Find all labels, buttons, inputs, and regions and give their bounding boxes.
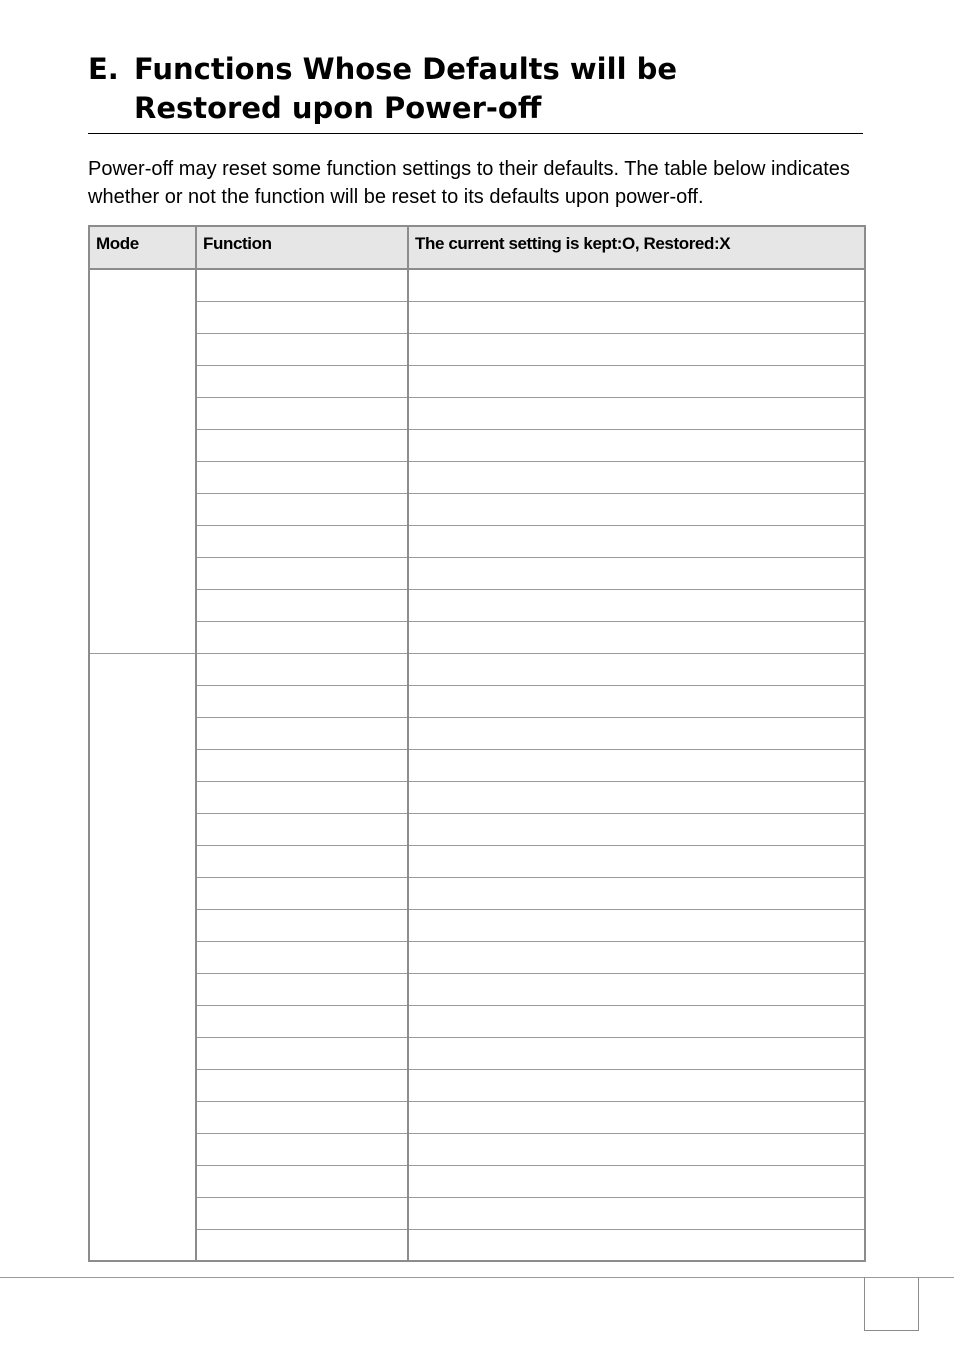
function-cell <box>196 333 408 365</box>
table-row <box>89 493 865 525</box>
function-cell <box>196 877 408 909</box>
intro-paragraph: Power-off may reset some function settings to their defaults. The table below indicates whether or not the function will be reset to its defaults upon power-off. <box>88 158 850 208</box>
table-row <box>89 1005 865 1037</box>
setting-cell <box>408 813 865 845</box>
setting-cell <box>408 365 865 397</box>
function-cell <box>196 973 408 1005</box>
table-row <box>89 1197 865 1229</box>
setting-cell <box>408 557 865 589</box>
table-row <box>89 397 865 429</box>
table-row <box>89 653 865 685</box>
setting-cell <box>408 909 865 941</box>
table-row <box>89 909 865 941</box>
function-cell <box>196 781 408 813</box>
setting-cell <box>408 1037 865 1069</box>
function-cell <box>196 397 408 429</box>
table-row <box>89 1069 865 1101</box>
setting-cell <box>408 621 865 653</box>
setting-cell <box>408 1069 865 1101</box>
table-row <box>89 269 865 301</box>
table-row <box>89 461 865 493</box>
function-cell <box>196 1005 408 1037</box>
table-row <box>89 301 865 333</box>
setting-cell <box>408 941 865 973</box>
function-cell <box>196 1133 408 1165</box>
setting-cell <box>408 301 865 333</box>
header-setting: The current setting is kept:O, Restored:X <box>408 226 865 269</box>
setting-cell <box>408 525 865 557</box>
setting-cell <box>408 685 865 717</box>
setting-cell <box>408 493 865 525</box>
table-body <box>89 269 865 1261</box>
mode-cell <box>89 269 196 653</box>
function-cell <box>196 301 408 333</box>
setting-cell <box>408 589 865 621</box>
setting-cell <box>408 653 865 685</box>
table-row <box>89 973 865 1005</box>
function-cell <box>196 557 408 589</box>
function-cell <box>196 525 408 557</box>
defaults-table <box>88 225 866 1262</box>
header-mode: Mode <box>89 226 196 269</box>
section-title-line1: Functions Whose Defaults will be <box>134 52 678 86</box>
setting-cell <box>408 1229 865 1261</box>
function-cell <box>196 813 408 845</box>
table-row <box>89 845 865 877</box>
function-cell <box>196 621 408 653</box>
header-function: Function <box>196 226 408 269</box>
setting-cell <box>408 1101 865 1133</box>
setting-cell <box>408 333 865 365</box>
setting-cell <box>408 1005 865 1037</box>
table-row <box>89 429 865 461</box>
function-cell <box>196 429 408 461</box>
function-cell <box>196 1101 408 1133</box>
function-cell <box>196 365 408 397</box>
function-cell <box>196 493 408 525</box>
table-row <box>89 1165 865 1197</box>
function-cell <box>196 909 408 941</box>
table-row <box>89 813 865 845</box>
function-cell <box>196 1037 408 1069</box>
function-cell <box>196 589 408 621</box>
heading-divider <box>88 133 863 134</box>
function-cell <box>196 1165 408 1197</box>
table-row <box>89 557 865 589</box>
setting-cell <box>408 429 865 461</box>
table-row <box>89 1133 865 1165</box>
table-row <box>89 685 865 717</box>
table-row <box>89 749 865 781</box>
setting-cell <box>408 1165 865 1197</box>
setting-cell <box>408 1197 865 1229</box>
function-cell <box>196 461 408 493</box>
setting-cell <box>408 845 865 877</box>
table-row <box>89 1037 865 1069</box>
function-cell <box>196 941 408 973</box>
function-cell <box>196 717 408 749</box>
setting-cell <box>408 749 865 781</box>
table-row <box>89 1229 865 1261</box>
setting-cell <box>408 269 865 301</box>
table-row <box>89 717 865 749</box>
table-row <box>89 589 865 621</box>
function-cell <box>196 749 408 781</box>
function-cell <box>196 1069 408 1101</box>
table-row <box>89 525 865 557</box>
table-row <box>89 941 865 973</box>
function-cell <box>196 1197 408 1229</box>
table-row <box>89 333 865 365</box>
table-header-row <box>89 226 865 269</box>
setting-cell <box>408 877 865 909</box>
function-cell <box>196 653 408 685</box>
table-row <box>89 877 865 909</box>
function-cell <box>196 845 408 877</box>
function-cell <box>196 269 408 301</box>
function-cell <box>196 1229 408 1261</box>
section-prefix: E. <box>88 52 119 86</box>
section-title-line2: Restored upon Power-off <box>134 91 542 125</box>
setting-cell <box>408 1133 865 1165</box>
setting-cell <box>408 717 865 749</box>
footer-divider <box>0 1277 954 1278</box>
section-heading <box>88 50 862 128</box>
function-cell <box>196 685 408 717</box>
setting-cell <box>408 397 865 429</box>
table-row <box>89 781 865 813</box>
mode-cell <box>89 653 196 1261</box>
table-row <box>89 1101 865 1133</box>
table-row <box>89 365 865 397</box>
setting-cell <box>408 461 865 493</box>
page-number-box <box>864 1277 919 1331</box>
setting-cell <box>408 973 865 1005</box>
setting-cell <box>408 781 865 813</box>
table-row <box>89 621 865 653</box>
